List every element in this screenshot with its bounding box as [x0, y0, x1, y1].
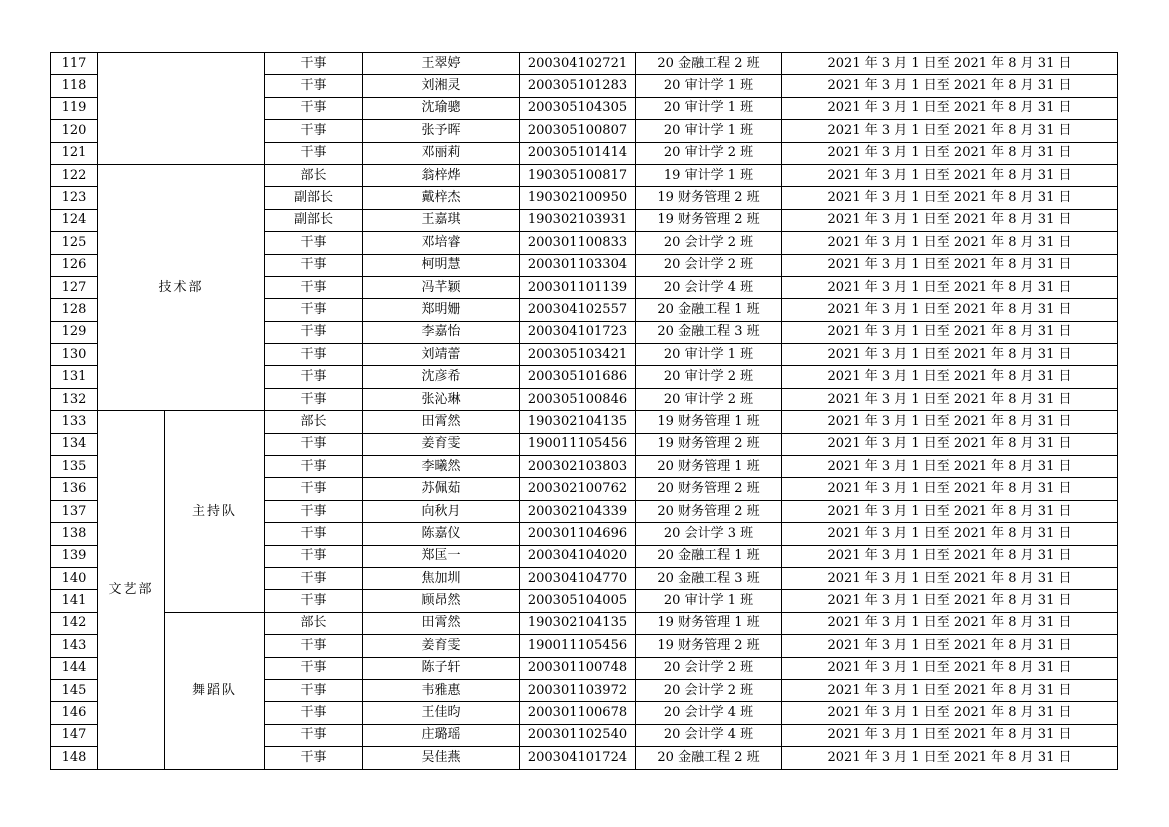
- row-number: 146: [51, 702, 98, 724]
- class-cell: 20 财务管理 2 班: [636, 500, 782, 522]
- position-cell: 干事: [265, 232, 363, 254]
- name-cell: 邓丽莉: [363, 142, 520, 164]
- name-cell: 刘湘灵: [363, 75, 520, 97]
- name-cell: 庄璐瑶: [363, 724, 520, 746]
- student-id-cell: 200304102557: [520, 299, 636, 321]
- position-cell: 副部长: [265, 187, 363, 209]
- position-cell: 干事: [265, 702, 363, 724]
- class-cell: 20 金融工程 2 班: [636, 747, 782, 769]
- class-cell: 19 财务管理 1 班: [636, 411, 782, 433]
- term-period-cell: 2021 年 3 月 1 日至 2021 年 8 月 31 日: [782, 209, 1118, 231]
- row-number: 134: [51, 433, 98, 455]
- row-number: 119: [51, 97, 98, 119]
- row-number: 145: [51, 679, 98, 701]
- term-period-cell: 2021 年 3 月 1 日至 2021 年 8 月 31 日: [782, 478, 1118, 500]
- class-cell: 20 金融工程 2 班: [636, 53, 782, 75]
- student-id-cell: 200305101414: [520, 142, 636, 164]
- student-id-cell: 200302103803: [520, 456, 636, 478]
- name-cell: 苏佩茹: [363, 478, 520, 500]
- term-period-cell: 2021 年 3 月 1 日至 2021 年 8 月 31 日: [782, 747, 1118, 769]
- student-id-cell: 200302100762: [520, 478, 636, 500]
- term-period-cell: 2021 年 3 月 1 日至 2021 年 8 月 31 日: [782, 232, 1118, 254]
- student-id-cell: 190305100817: [520, 164, 636, 186]
- name-cell: 王翠婷: [363, 53, 520, 75]
- class-cell: 20 会计学 4 班: [636, 724, 782, 746]
- name-cell: 柯明慧: [363, 254, 520, 276]
- student-id-cell: 200301103972: [520, 679, 636, 701]
- name-cell: 向秋月: [363, 500, 520, 522]
- student-id-cell: 190302100950: [520, 187, 636, 209]
- position-cell: 干事: [265, 344, 363, 366]
- row-number: 144: [51, 657, 98, 679]
- position-cell: 干事: [265, 478, 363, 500]
- name-cell: 吴佳燕: [363, 747, 520, 769]
- class-cell: 20 会计学 2 班: [636, 679, 782, 701]
- position-cell: 干事: [265, 523, 363, 545]
- position-cell: 干事: [265, 276, 363, 298]
- position-cell: 干事: [265, 456, 363, 478]
- term-period-cell: 2021 年 3 月 1 日至 2021 年 8 月 31 日: [782, 567, 1118, 589]
- team-cell-host: 主持队: [165, 411, 265, 613]
- student-id-cell: 190011105456: [520, 635, 636, 657]
- position-cell: 干事: [265, 635, 363, 657]
- student-id-cell: 200304104770: [520, 567, 636, 589]
- position-cell: 干事: [265, 254, 363, 276]
- class-cell: 19 财务管理 2 班: [636, 187, 782, 209]
- position-cell: 干事: [265, 747, 363, 769]
- name-cell: 王嘉琪: [363, 209, 520, 231]
- position-cell: 部长: [265, 164, 363, 186]
- row-number: 130: [51, 344, 98, 366]
- term-period-cell: 2021 年 3 月 1 日至 2021 年 8 月 31 日: [782, 388, 1118, 410]
- term-period-cell: 2021 年 3 月 1 日至 2021 年 8 月 31 日: [782, 635, 1118, 657]
- term-period-cell: 2021 年 3 月 1 日至 2021 年 8 月 31 日: [782, 142, 1118, 164]
- student-id-cell: 200301102540: [520, 724, 636, 746]
- position-cell: 干事: [265, 75, 363, 97]
- term-period-cell: 2021 年 3 月 1 日至 2021 年 8 月 31 日: [782, 433, 1118, 455]
- term-period-cell: 2021 年 3 月 1 日至 2021 年 8 月 31 日: [782, 187, 1118, 209]
- name-cell: 李嘉怡: [363, 321, 520, 343]
- student-id-cell: 200304101723: [520, 321, 636, 343]
- term-period-cell: 2021 年 3 月 1 日至 2021 年 8 月 31 日: [782, 53, 1118, 75]
- row-number: 132: [51, 388, 98, 410]
- class-cell: 20 审计学 1 班: [636, 97, 782, 119]
- name-cell: 焦加圳: [363, 567, 520, 589]
- term-period-cell: 2021 年 3 月 1 日至 2021 年 8 月 31 日: [782, 75, 1118, 97]
- name-cell: 田霄然: [363, 612, 520, 634]
- position-cell: 干事: [265, 97, 363, 119]
- name-cell: 韦雅惠: [363, 679, 520, 701]
- name-cell: 陈子轩: [363, 657, 520, 679]
- class-cell: 20 会计学 4 班: [636, 276, 782, 298]
- student-id-cell: 200305100807: [520, 120, 636, 142]
- name-cell: 姜育雯: [363, 433, 520, 455]
- student-id-cell: 200305103421: [520, 344, 636, 366]
- term-period-cell: 2021 年 3 月 1 日至 2021 年 8 月 31 日: [782, 590, 1118, 612]
- class-cell: 20 会计学 2 班: [636, 254, 782, 276]
- term-period-cell: 2021 年 3 月 1 日至 2021 年 8 月 31 日: [782, 702, 1118, 724]
- term-period-cell: 2021 年 3 月 1 日至 2021 年 8 月 31 日: [782, 679, 1118, 701]
- row-number: 120: [51, 120, 98, 142]
- name-cell: 沈彦希: [363, 366, 520, 388]
- class-cell: 19 财务管理 2 班: [636, 635, 782, 657]
- term-period-cell: 2021 年 3 月 1 日至 2021 年 8 月 31 日: [782, 724, 1118, 746]
- student-id-cell: 190011105456: [520, 433, 636, 455]
- term-period-cell: 2021 年 3 月 1 日至 2021 年 8 月 31 日: [782, 97, 1118, 119]
- position-cell: 干事: [265, 679, 363, 701]
- class-cell: 19 审计学 1 班: [636, 164, 782, 186]
- term-period-cell: 2021 年 3 月 1 日至 2021 年 8 月 31 日: [782, 456, 1118, 478]
- term-period-cell: 2021 年 3 月 1 日至 2021 年 8 月 31 日: [782, 612, 1118, 634]
- position-cell: 干事: [265, 388, 363, 410]
- term-period-cell: 2021 年 3 月 1 日至 2021 年 8 月 31 日: [782, 411, 1118, 433]
- name-cell: 张沁琳: [363, 388, 520, 410]
- term-period-cell: 2021 年 3 月 1 日至 2021 年 8 月 31 日: [782, 545, 1118, 567]
- position-cell: 干事: [265, 724, 363, 746]
- row-number: 121: [51, 142, 98, 164]
- class-cell: 20 财务管理 1 班: [636, 456, 782, 478]
- student-id-cell: 200301100748: [520, 657, 636, 679]
- student-id-cell: 200304101724: [520, 747, 636, 769]
- position-cell: 部长: [265, 411, 363, 433]
- row-number: 138: [51, 523, 98, 545]
- student-id-cell: 190302103931: [520, 209, 636, 231]
- student-id-cell: 200301104696: [520, 523, 636, 545]
- row-number: 148: [51, 747, 98, 769]
- student-id-cell: 200304104020: [520, 545, 636, 567]
- student-id-cell: 200301100833: [520, 232, 636, 254]
- row-number: 131: [51, 366, 98, 388]
- class-cell: 20 金融工程 1 班: [636, 299, 782, 321]
- term-period-cell: 2021 年 3 月 1 日至 2021 年 8 月 31 日: [782, 344, 1118, 366]
- term-period-cell: 2021 年 3 月 1 日至 2021 年 8 月 31 日: [782, 657, 1118, 679]
- dept-cell-arts: 文艺部: [98, 411, 165, 769]
- term-period-cell: 2021 年 3 月 1 日至 2021 年 8 月 31 日: [782, 523, 1118, 545]
- name-cell: 姜育雯: [363, 635, 520, 657]
- student-id-cell: 190302104135: [520, 411, 636, 433]
- row-number: 122: [51, 164, 98, 186]
- class-cell: 20 金融工程 1 班: [636, 545, 782, 567]
- row-number: 129: [51, 321, 98, 343]
- class-cell: 20 审计学 1 班: [636, 75, 782, 97]
- name-cell: 王佳昀: [363, 702, 520, 724]
- name-cell: 田霄然: [363, 411, 520, 433]
- row-number: 135: [51, 456, 98, 478]
- position-cell: 干事: [265, 366, 363, 388]
- row-number: 142: [51, 612, 98, 634]
- row-number: 141: [51, 590, 98, 612]
- position-cell: 干事: [265, 299, 363, 321]
- term-period-cell: 2021 年 3 月 1 日至 2021 年 8 月 31 日: [782, 321, 1118, 343]
- row-number: 128: [51, 299, 98, 321]
- term-period-cell: 2021 年 3 月 1 日至 2021 年 8 月 31 日: [782, 276, 1118, 298]
- dept-cell-previous: [98, 53, 265, 165]
- row-number: 133: [51, 411, 98, 433]
- name-cell: 刘靖蕾: [363, 344, 520, 366]
- row-number: 117: [51, 53, 98, 75]
- name-cell: 郑匡一: [363, 545, 520, 567]
- class-cell: 20 金融工程 3 班: [636, 321, 782, 343]
- class-cell: 20 会计学 3 班: [636, 523, 782, 545]
- class-cell: 20 会计学 2 班: [636, 232, 782, 254]
- class-cell: 20 审计学 2 班: [636, 366, 782, 388]
- table-row: [51, 411, 1118, 433]
- name-cell: 沈瑜骢: [363, 97, 520, 119]
- term-period-cell: 2021 年 3 月 1 日至 2021 年 8 月 31 日: [782, 254, 1118, 276]
- term-period-cell: 2021 年 3 月 1 日至 2021 年 8 月 31 日: [782, 366, 1118, 388]
- name-cell: 李曦然: [363, 456, 520, 478]
- table-row: [51, 612, 1118, 634]
- row-number: 136: [51, 478, 98, 500]
- term-period-cell: 2021 年 3 月 1 日至 2021 年 8 月 31 日: [782, 164, 1118, 186]
- row-number: 127: [51, 276, 98, 298]
- class-cell: 20 会计学 2 班: [636, 657, 782, 679]
- class-cell: 19 财务管理 2 班: [636, 433, 782, 455]
- class-cell: 19 财务管理 2 班: [636, 209, 782, 231]
- name-cell: 邓培睿: [363, 232, 520, 254]
- name-cell: 郑明姗: [363, 299, 520, 321]
- student-id-cell: 200301101139: [520, 276, 636, 298]
- position-cell: 干事: [265, 545, 363, 567]
- class-cell: 20 审计学 2 班: [636, 142, 782, 164]
- name-cell: 冯芊颖: [363, 276, 520, 298]
- position-cell: 干事: [265, 567, 363, 589]
- row-number: 139: [51, 545, 98, 567]
- position-cell: 干事: [265, 433, 363, 455]
- row-number: 143: [51, 635, 98, 657]
- row-number: 147: [51, 724, 98, 746]
- row-number: 118: [51, 75, 98, 97]
- name-cell: 顾昂然: [363, 590, 520, 612]
- student-id-cell: 200301100678: [520, 702, 636, 724]
- term-period-cell: 2021 年 3 月 1 日至 2021 年 8 月 31 日: [782, 299, 1118, 321]
- name-cell: 张予晖: [363, 120, 520, 142]
- student-id-cell: 200304102721: [520, 53, 636, 75]
- position-cell: 干事: [265, 500, 363, 522]
- dept-cell-tech: 技术部: [98, 164, 265, 410]
- position-cell: 干事: [265, 657, 363, 679]
- position-cell: 干事: [265, 142, 363, 164]
- position-cell: 干事: [265, 120, 363, 142]
- roster-body: [51, 53, 1118, 770]
- class-cell: 20 审计学 1 班: [636, 590, 782, 612]
- team-cell-dance: 舞蹈队: [165, 612, 265, 769]
- class-cell: 19 财务管理 1 班: [636, 612, 782, 634]
- class-cell: 20 审计学 2 班: [636, 388, 782, 410]
- student-id-cell: 200305104305: [520, 97, 636, 119]
- name-cell: 翁梓烨: [363, 164, 520, 186]
- student-id-cell: 200301103304: [520, 254, 636, 276]
- student-id-cell: 190302104135: [520, 612, 636, 634]
- class-cell: 20 审计学 1 班: [636, 120, 782, 142]
- student-id-cell: 200305100846: [520, 388, 636, 410]
- row-number: 124: [51, 209, 98, 231]
- position-cell: 副部长: [265, 209, 363, 231]
- row-number: 137: [51, 500, 98, 522]
- student-id-cell: 200302104339: [520, 500, 636, 522]
- position-cell: 部长: [265, 612, 363, 634]
- row-number: 125: [51, 232, 98, 254]
- row-number: 126: [51, 254, 98, 276]
- student-id-cell: 200305101283: [520, 75, 636, 97]
- position-cell: 干事: [265, 590, 363, 612]
- class-cell: 20 审计学 1 班: [636, 344, 782, 366]
- row-number: 140: [51, 567, 98, 589]
- name-cell: 戴梓杰: [363, 187, 520, 209]
- class-cell: 20 金融工程 3 班: [636, 567, 782, 589]
- position-cell: 干事: [265, 53, 363, 75]
- member-roster-table: [50, 52, 1118, 770]
- table-row: [51, 164, 1118, 186]
- name-cell: 陈嘉仪: [363, 523, 520, 545]
- row-number: 123: [51, 187, 98, 209]
- position-cell: 干事: [265, 321, 363, 343]
- term-period-cell: 2021 年 3 月 1 日至 2021 年 8 月 31 日: [782, 120, 1118, 142]
- term-period-cell: 2021 年 3 月 1 日至 2021 年 8 月 31 日: [782, 500, 1118, 522]
- class-cell: 20 会计学 4 班: [636, 702, 782, 724]
- table-row: [51, 53, 1118, 75]
- student-id-cell: 200305104005: [520, 590, 636, 612]
- student-id-cell: 200305101686: [520, 366, 636, 388]
- class-cell: 20 财务管理 2 班: [636, 478, 782, 500]
